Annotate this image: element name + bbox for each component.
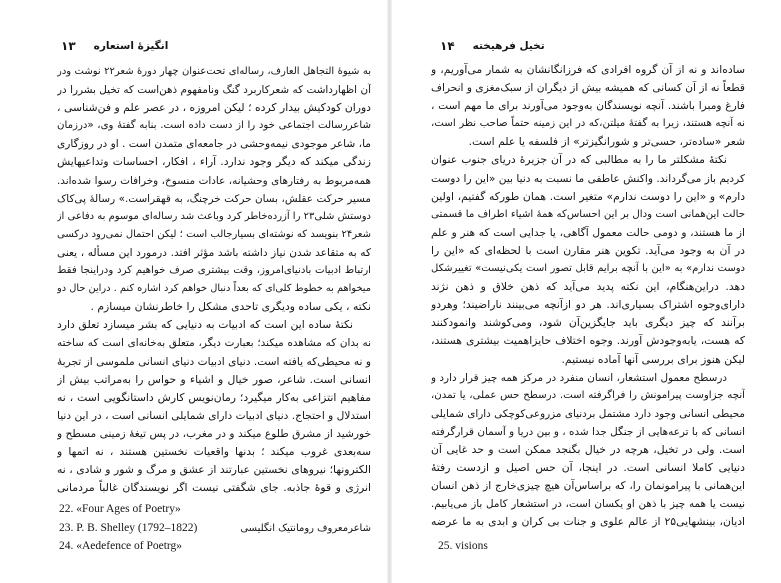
text-line: قطعاً نه از آن کسانی که همیشه بیش از دیگران از سبک‌مغزی و انحراف xyxy=(431,82,745,95)
text-line: برآنند که چیز دیگری باید جایگزین‌آن شود، ومی‌کوشند وانمودکنند xyxy=(431,316,745,330)
text-line: محیطی انسانی وجود دارد مشتمل بردنیای مزروعی‌کوچکی دارای شمایلی xyxy=(431,407,745,420)
text-line: دوران کودکیش بیدار کرده ؛ لیکن امروزه ، در عصر علم و فن‌شناسی ، xyxy=(57,101,371,115)
text-line: همه‌مربوط به رفتارهای وحشیانه، عادات منسوخ، وخرافات رسوا شده‌اند. xyxy=(57,174,371,187)
text-line: خورشید از مشرق طلوع میکند و در مغرب، در پس تیغهٔ زمینی مسطح و xyxy=(57,427,371,440)
running-head xyxy=(61,39,168,53)
text-line: نه آنچه هستند، زیرا به گفتهٔ میلتن،که در این زمینه حتماً صاحب نظر است، xyxy=(431,118,745,130)
text-line: نکتهٔ مشکلتر ما را به مطالبی که در آن جزیرهٔ دریای جنوب عنوان xyxy=(431,153,727,167)
text-line: ادیان، بینشهایی۲۵ از عالم علوی و جنات بی کران و ابدی به ما عرضه xyxy=(431,515,745,529)
paragraph xyxy=(431,151,745,368)
right-page xyxy=(392,0,781,583)
text-line: مسیر حرکت عقلش، بسان حرکت خرچنگ، به قهقراست.» رسالهٔ پی‌کاک xyxy=(57,192,371,205)
footnote-gloss: شاعرمعروف رومانتیک انگلیسی xyxy=(240,522,371,534)
text-line: لیکن هنوز برای بررسی آنها آماده نیستیم. xyxy=(561,352,745,366)
paragraph xyxy=(431,369,745,532)
text-line: آنچه جزاوست پیرامونش را فراگرفته است. درسطح حس عملی، یا تمدن، xyxy=(431,389,745,401)
text-line: استدلال و احتجاج. دنیای ادبیات دارای شمایلی انسانی است ، در این دنیا xyxy=(57,409,371,422)
page-number: ۱۳ xyxy=(61,39,76,53)
text-line: نه بدان که مشاهده میکند؛ بعبارت دیگر، متعلق به‌خانه‌ای است که ساخته xyxy=(57,337,371,350)
footnote-ref: 24. «Aedefence of Poetrg» xyxy=(59,540,183,552)
text-line: شعر۲۴ بنویسد که نوشته‌ای بسیارجالب است ؛ لیکن احتمال نمی‌رود درکسی xyxy=(57,228,371,240)
footnote xyxy=(59,519,371,538)
text-line: دهد. دراین‌هنگام، این نکته پدید می‌آید که ذهن خلاق و ذهن نژند xyxy=(431,280,745,294)
text-line: به شیوهٔ التجاهل العارف، رساله‌ای تحت‌عنوان چهار دورهٔ شعر۲۲ نوشت ودر xyxy=(57,66,371,77)
footnotes xyxy=(59,500,371,556)
text-line: ساده‌اند و نه از آن گروه افرادی که فرزانگانشان به شمار می‌آوریم، و xyxy=(431,63,745,76)
text-line: دارای‌وجوه اشتراک بسیاری‌اند. هر دو ازآنچه می‌بینند ناراضیند؛ وهردو xyxy=(431,298,745,312)
running-head-title: انگیزهٔ استعاره xyxy=(93,40,169,52)
text-line: دوستش شلی۲۳ را آزرده‌خاطر کرد وباعث شد رساله‌ای موسوم به دفاعی از xyxy=(57,210,371,222)
text-line: مفاهیم انتزاعی به‌کار میگیرد؛ رمان‌نویس کارش داستانگویی است ، نه xyxy=(57,390,371,404)
text-line: حالت این‌همانی است ودال بر این احساس‌که همهٔ اشیاء اطراف ما قسمتی xyxy=(431,208,745,220)
text-line: الکترونها؛ نیروهای نخستین عبارتند از عشق و مرگ و شور و شادی ، نه xyxy=(57,463,371,477)
footnotes xyxy=(438,537,738,556)
text-line: نکته ، یکی ساده ودیگری تاحدی مشکل را خاطرنشان میسازم . xyxy=(90,300,371,314)
text-line: کردیم باز می‌گرداند. واکنش عاطفی ما نسبت به دنیا بین «این را دوست xyxy=(431,172,745,185)
text-line: دنیایی کاملا انسانی است. در اینجا، آن حس اصیل و ازدست رفتهٔ xyxy=(431,461,745,475)
text-line: شعر «ساده‌تر، حسی‌تر و شورانگیزتر» از فلسفه یا علم است. xyxy=(468,135,745,149)
text-line: انسانی است. شاعر، صور خیال و اشیاء و حواس را به‌مراتب بیش از xyxy=(57,372,371,386)
text-line: از ما هستند، و دومی حالت معمول آگاهی، یا جدایی است که هنر و علم xyxy=(431,226,745,239)
running-head xyxy=(440,39,545,53)
footnote xyxy=(59,537,371,556)
paragraph xyxy=(57,63,371,316)
text-line: و نه محیطی‌که یافته است. دنیای ادبیات دنیای انسانی ملموسی از تجربهٔ xyxy=(57,355,371,368)
text-line: ما، شاعر موجودی نیمه‌وحشی در جامعه‌ای متمدن است . او در روزگاری xyxy=(57,138,371,151)
text-line: که به متقاعد شدن نیاز داشته باشد مؤثر افتد. درمورد این مسأله ، یعنی xyxy=(57,246,371,259)
text-column xyxy=(431,61,745,531)
footnote-ref: 25. visions xyxy=(438,540,488,552)
text-line: این‌همانی با پیرامونمان را، که براساس‌آن هیچ چیزی‌خارج از ذهن انسان xyxy=(431,480,745,493)
text-column xyxy=(57,63,371,497)
text-line: فارغ ومبرا باشند. آنچه نویسندگان به‌وجود می‌آورند برای ما مهم است ، xyxy=(431,100,745,113)
text-line: دوست ندارم» به «این با آنچه برایم قابل تصور است یکی‌نیست» تغییرشکل xyxy=(431,263,745,275)
text-line: درسطح معمول استشعار، انسان منفرد در مرکز همه چیز قرار دارد و xyxy=(431,371,727,384)
text-line: نکتهٔ ساده این است که ادبیات به دنیایی که بشر میسازد تعلق دارد xyxy=(57,318,353,332)
footnote xyxy=(438,537,738,556)
footnote-ref: 23. P. B. Shelley (1792–1822) xyxy=(59,521,198,534)
text-line: انسانی که با ترعه‌هایی از جنگل جدا شده ، و بین دریا و آسمان قرارگرفته xyxy=(431,425,745,438)
text-line: زندگی میکند که دیگر وجود ندارد. آراء ، افکار، احساسات وتداعیهایش xyxy=(57,155,371,169)
text-line: ارتباط ادبیات بادنیای‌امروز، وقت بیشتری صرف خواهیم کرد ودراینجا فقط xyxy=(57,265,371,277)
text-line: دارم» و «این را دوست ندارم» متغیر است. همان طورکه گفتیم، اولین xyxy=(431,189,745,203)
running-head-title: تخیل فرهیخته xyxy=(472,40,545,52)
text-line: آن اظهارداشت که شعرکاربرد گنگ ونامفهوم ذهن‌است که تخیل بشررا در xyxy=(57,84,371,97)
page-number: ۱۴ xyxy=(440,39,455,53)
text-line: است. ولی در تخیل، هرچه در خیال بگنجد ممکن است و حد غایی آن xyxy=(431,442,745,456)
footnote-ref: 22. «Four Ages of Poetry» xyxy=(59,503,181,515)
left-page xyxy=(0,0,388,583)
text-line: سه‌بعدی غروب میکند ؛ بدنها واقعیات نخستین هستند ، نه اتمها و xyxy=(57,444,371,458)
text-line: انرژی و قوهٔ جاذبه. جای شگفتی نیست اگر نویسندگان غالباً مردمانی xyxy=(57,481,371,495)
paragraph xyxy=(431,61,745,151)
text-line: شاعررسالت اجتماعی خود را از دست داده است. بنابه گفتهٔ وی، «درزمان xyxy=(57,120,371,132)
text-line: میخواهم به خطوط کلی‌ای که بعداً دنبال خواهم کرد اشاره کنم . دراین حال دو xyxy=(57,283,371,295)
text-line: که هست، یابه‌وجودش آورند. وجوه اختلاف حایزاهمیت بیشتری هستند، xyxy=(431,334,745,348)
footnote xyxy=(59,500,371,519)
text-line: در آن به وجود می‌آید. تکوین هنر مقارن است با لحظه‌ای که «این را xyxy=(431,243,745,257)
text-line: نیست یا همه چیز با ذهن او یکسان است، در استشعار کامل باز می‌یابیم. xyxy=(431,498,745,511)
paragraph xyxy=(57,316,371,497)
